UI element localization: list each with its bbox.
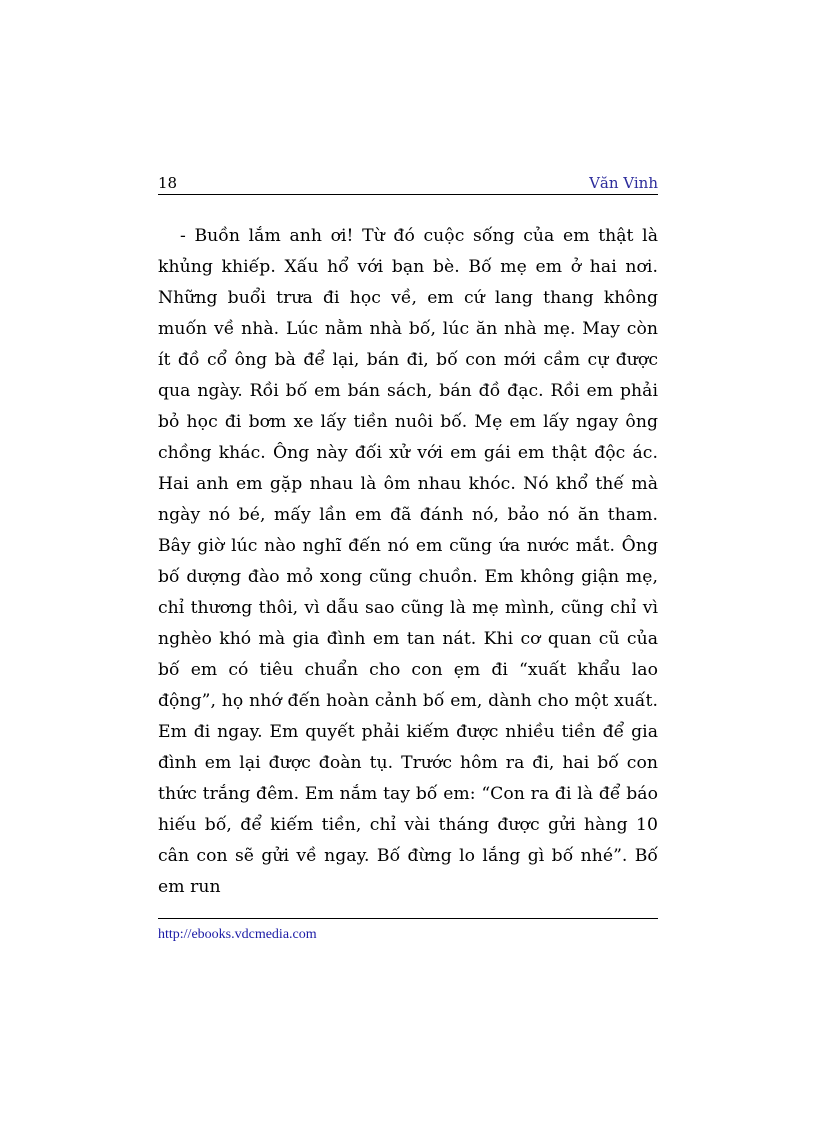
running-title: Văn Vinh	[589, 174, 658, 192]
page-number: 18	[158, 174, 178, 192]
body-paragraph: - Buồn lắm anh ơi! Từ đó cuộc sống của em thật là khủng khiếp. Xấu hổ với bạn bè. Bố mẹ em ở hai nơi. Những buổi trưa đi học về, em cứ lang thang không muốn về nhà. Lúc nằm nhà bố, lúc ăn nhà mẹ. May còn ít đồ cổ ông bà để lại, bán đi, bố con mới cầm cự được qua ngày. Rồi bố em bán sách, bán đồ đạc. Rồi em phải bỏ học đi bơm xe lấy tiền nuôi bố. Mẹ em lấy ngay ông chồng khác. Ông này đối xử với em gái em thật độc ác. Hai anh em gặp nhau là ôm nhau khóc. Nó khổ thế mà ngày nó bé, mấy lần em đã đánh nó, bảo nó ăn tham. Bây giờ lúc nào nghĩ đến nó em cũng ứa nước mắt. Ông bố dượng đào mỏ xong cũng chuồn. Em không giận mẹ, chỉ thương thôi, vì dẫu sao cũng là mẹ mình, cũng chỉ vì nghèo khó mà gia đình em tan nát. Khi cơ quan cũ của bố em có tiêu chuẩn cho con ẹm đi “xuất khẩu lao động”, họ nhớ đến hoàn cảnh bố em, dành cho một xuất. Em đi ngay. Em quyết phải kiếm được nhiều tiền để gia đình em lại được đoàn tụ. Trước hôm ra đi, hai bố con thức trắng đêm. Em nắm tay bố em: “Con ra đi là để báo hiếu bố, để kiếm tiền, chỉ vài tháng được gửi hàng 10 cân con sẽ gửi về ngay. Bố đừng lo lắng gì bố nhé”. Bố em run	[158, 226, 658, 897]
footer-divider	[158, 918, 658, 919]
footer-url-link[interactable]: http://ebooks.vdcmedia.com	[158, 927, 317, 942]
page-header	[158, 172, 658, 195]
